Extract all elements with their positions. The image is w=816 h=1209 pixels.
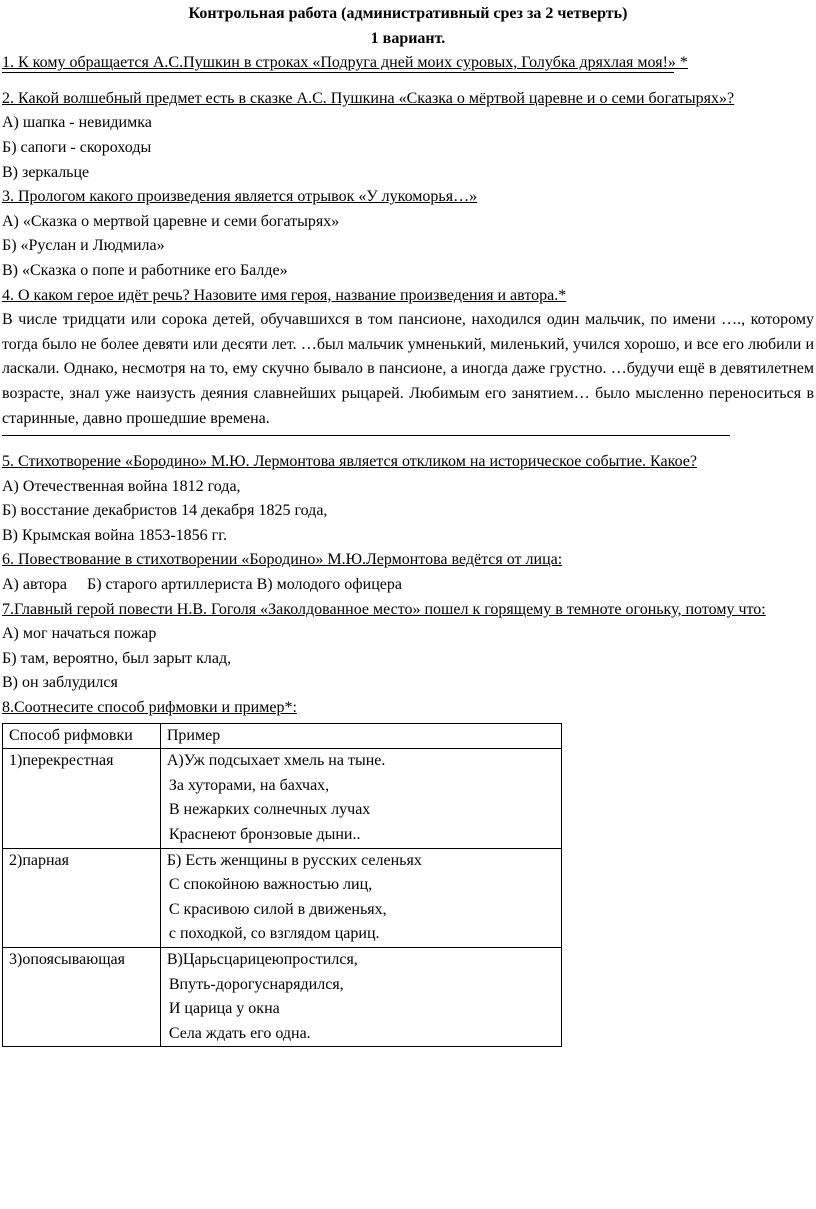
example-line: С красивою силой в движеньях, — [168, 900, 387, 918]
q6-options: А) автора Б) старого артиллериста В) молодого офицера — [2, 576, 402, 594]
q5-option-a: А) Отечественная война 1812 года, — [2, 477, 241, 495]
q2-option-c: В) зеркальце — [2, 163, 90, 181]
document-title: Контрольная работа (административный срез за 2 четверть) — [188, 5, 628, 22]
rhyme-type-cell: 1)перекрестная — [3, 749, 161, 848]
question-6: 6. Повествование в стихотворении «Бородино» М.Ю.Лермонтова ведётся от лица: — [2, 551, 563, 569]
table-header-type: Способ рифмовки — [3, 723, 161, 749]
question-8: 8.Соотнесите способ рифмовки и пример*: — [2, 699, 297, 717]
example-line: Села ждать его одна. — [168, 1024, 311, 1042]
example-line: Краснеют бронзовые дыни.. — [168, 826, 361, 843]
question-4: 4. О каком герое идёт речь? Назовите имя героя, название произведения и автора.* — [2, 286, 567, 304]
q3-option-c: В) «Сказка о попе и работнике его Балде» — [2, 261, 288, 279]
q4-passage: В числе тридцати или сорока детей, обучавшихся в том пансионе, находился один мальчик, по имени …., которому тогда было не более девяти или десяти лет. …был мальчик умненький, миленький, учился хорошо, и все его любили и ласкали. Однако, несмотря на то, ему скучно бывало в пансионе, а иногда даже грустно. …будучи ещё в девятилетнем возрасте, знал уже наизусть деяния славнейших рыцарей. Любимым его занятием… было мысленно переноситься в старинные, давно прошедшие времена. — [2, 311, 814, 427]
rhyme-example-cell — [160, 848, 561, 947]
table-row — [3, 848, 562, 947]
example-line: И царица у окна — [168, 1000, 280, 1018]
q3-option-a: А) «Сказка о мертвой царевне и семи богатырях» — [2, 212, 340, 230]
rhyme-example-cell — [160, 749, 561, 848]
example-line: В нежарких солнечных лучах — [168, 801, 371, 819]
q3-option-b: Б) «Руслан и Людмила» — [2, 237, 165, 255]
rhyme-example-cell — [160, 947, 561, 1046]
q7-option-a: А) мог начаться пожар — [2, 625, 157, 643]
q2-option-a: А) шапка - невидимка — [2, 114, 152, 132]
question-1: 1. К кому обращается А.С.Пушкин в строках «Подруга дней моих суровых, Голубка дряхлая моя!» * — [2, 54, 688, 72]
question-7: 7.Главный герой повести Н.В. Гоголя «Заколдованное место» пошел к горящему в темноте огоньку, потому что: — [2, 600, 766, 618]
q5-option-c: В) Крымская война 1853-1856 гг. — [2, 526, 227, 544]
q7-option-c: В) он заблудился — [2, 674, 118, 692]
example-line: Впуть-дорогуснарядился, — [168, 975, 344, 993]
q2-option-b: Б) сапоги - скороходы — [2, 138, 152, 156]
example-line: Б) Есть женщины в русских селеньях — [166, 851, 422, 869]
q7-option-b: Б) там, вероятно, был зарыт клад, — [2, 649, 232, 667]
example-line: А)Уж подсыхает хмель на тыне. — [166, 752, 386, 770]
table-row — [3, 947, 562, 1046]
rhyme-type-cell: 3)опоясывающая — [3, 947, 161, 1046]
table-row — [3, 749, 562, 848]
table-header-example: Пример — [160, 723, 561, 749]
question-2: 2. Какой волшебный предмет есть в сказке А.С. Пушкина «Сказка о мёртвой царевне и о семи богатырях»? — [2, 89, 735, 107]
question-5: 5. Стихотворение «Бородино» М.Ю. Лермонтова является откликом на историческое событие. Какое? — [2, 453, 697, 471]
table-header-row — [3, 723, 562, 749]
example-line: С спокойною важностью лиц, — [168, 876, 373, 894]
question-3: 3. Прологом какого произведения является отрывок «У лукоморья…» — [2, 188, 478, 206]
rhyme-table — [2, 723, 562, 1048]
example-line: За хуторами, на бахчах, — [168, 776, 330, 794]
variant-title: 1 вариант. — [370, 29, 446, 47]
example-line: с походкой, со взглядом цариц. — [168, 925, 380, 943]
example-line: В)Царьсцарицеюпростился, — [166, 950, 358, 968]
answer-line-4 — [2, 435, 730, 436]
rhyme-type-cell: 2)парная — [3, 848, 161, 947]
q5-option-b: Б) восстание декабристов 14 декабря 1825 года, — [2, 502, 328, 520]
